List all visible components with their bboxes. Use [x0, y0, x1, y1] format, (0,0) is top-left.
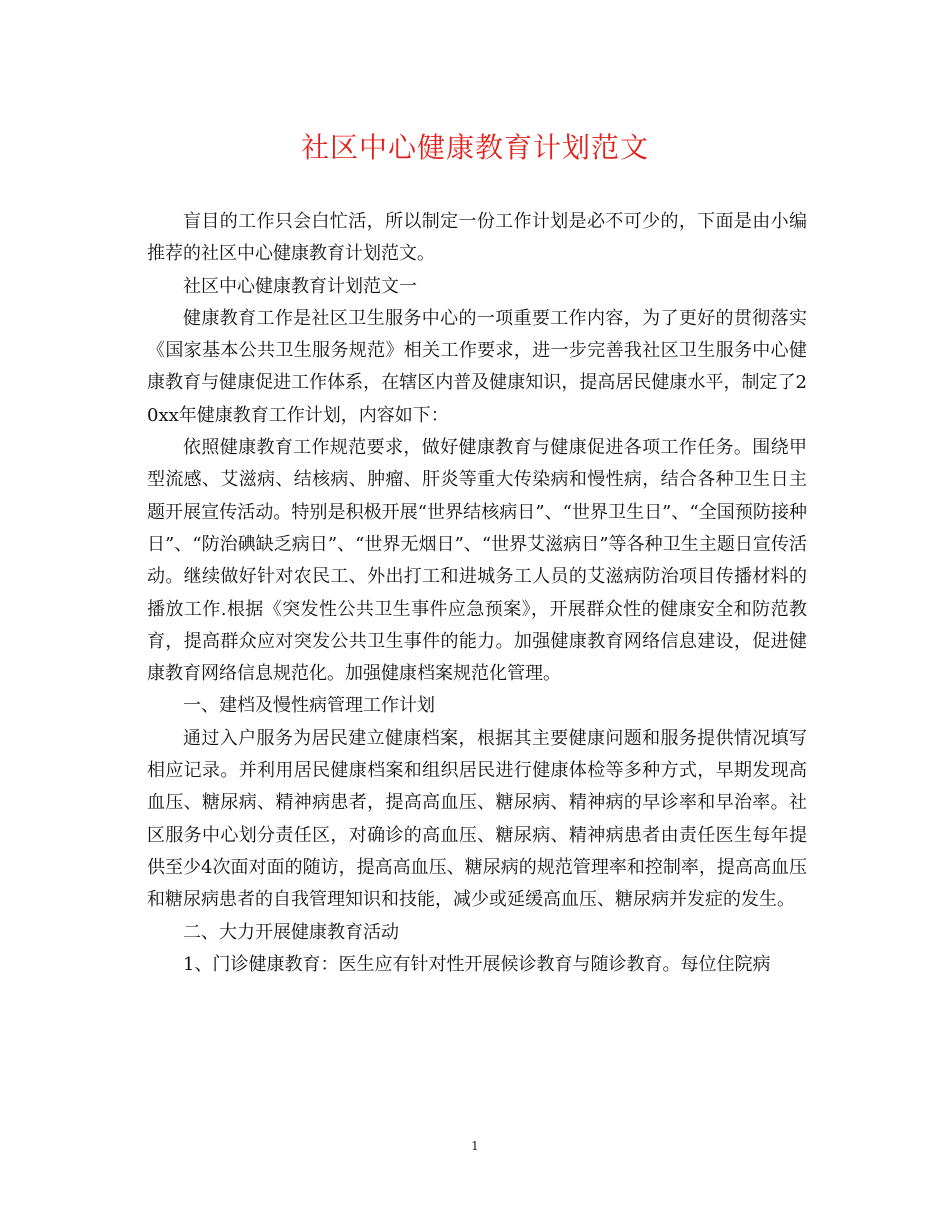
intro-paragraph: 盲目的工作只会白忙活，所以制定一份工作计划是必不可少的，下面是由小编推荐的社区中心健康教育计划范文。 [147, 211, 807, 265]
document-title: 社区中心健康教育计划范文 [300, 131, 649, 164]
section-heading-archives: 一、建档及慢性病管理工作计划 [183, 695, 435, 717]
page-number: 1 [471, 1139, 479, 1153]
section-heading-sample-one: 社区中心健康教育计划范文一 [183, 275, 417, 297]
body-paragraph: 健康教育工作是社区卫生服务中心的一项重要工作内容，为了更好的贯彻落实《国家基本公共卫生服务规范》相关工作要求，进一步完善我社区卫生服务中心健康教育与健康促进工作体系，在辖区内普及健康知识，提高居民健康水平，制定了20xx年健康教育工作计划，内容如下： [147, 307, 807, 426]
section-heading-activities: 二、大力开展健康教育活动 [183, 921, 399, 943]
body-paragraph: 通过入户服务为居民建立健康档案，根据其主要健康问题和服务提供情况填写相应记录。并利用居民健康档案和组织居民进行健康体检等多种方式，早期发现高血压、糖尿病、精神病患者，提高高血压、糖尿病、精神病的早诊率和早治率。社区服务中心划分责任区，对确诊的高血压、糖尿病、精神病患者由责任医生每年提供至少4次面对面的随访，提高高血压、糖尿病的规范管理率和控制率，提高高血压和糖尿病患者的自我管理知识和技能，减少或延缓高血压、糖尿病并发症的发生。 [147, 727, 807, 911]
body-paragraph: 依照健康教育工作规范要求，做好健康教育与健康促进各项工作任务。围绕甲型流感、艾滋病、结核病、肿瘤、肝炎等重大传染病和慢性病，结合各种卫生日主题开展宣传活动。特别是积极开展“世界结核病日”、“世界卫生日”、“全国预防接种日”、“防治碘缺乏病日”、“世界无烟日”、“世界艾滋病日”等各种卫生主题日宣传活动。继续做好针对农民工、外出打工和进城务工人员的艾滋病防治项目传播材料的播放工作.根据《突发性公共卫生事件应急预案》，开展群众性的健康安全和防范教育，提高群众应对突发公共卫生事件的能力。加强健康教育网络信息建设，促进健康教育网络信息规范化。加强健康档案规范化管理。 [147, 437, 807, 685]
body-paragraph: 1、门诊健康教育：医生应有针对性开展候诊教育与随诊教育。每位住院病 [183, 953, 771, 975]
document-body [147, 206, 807, 981]
